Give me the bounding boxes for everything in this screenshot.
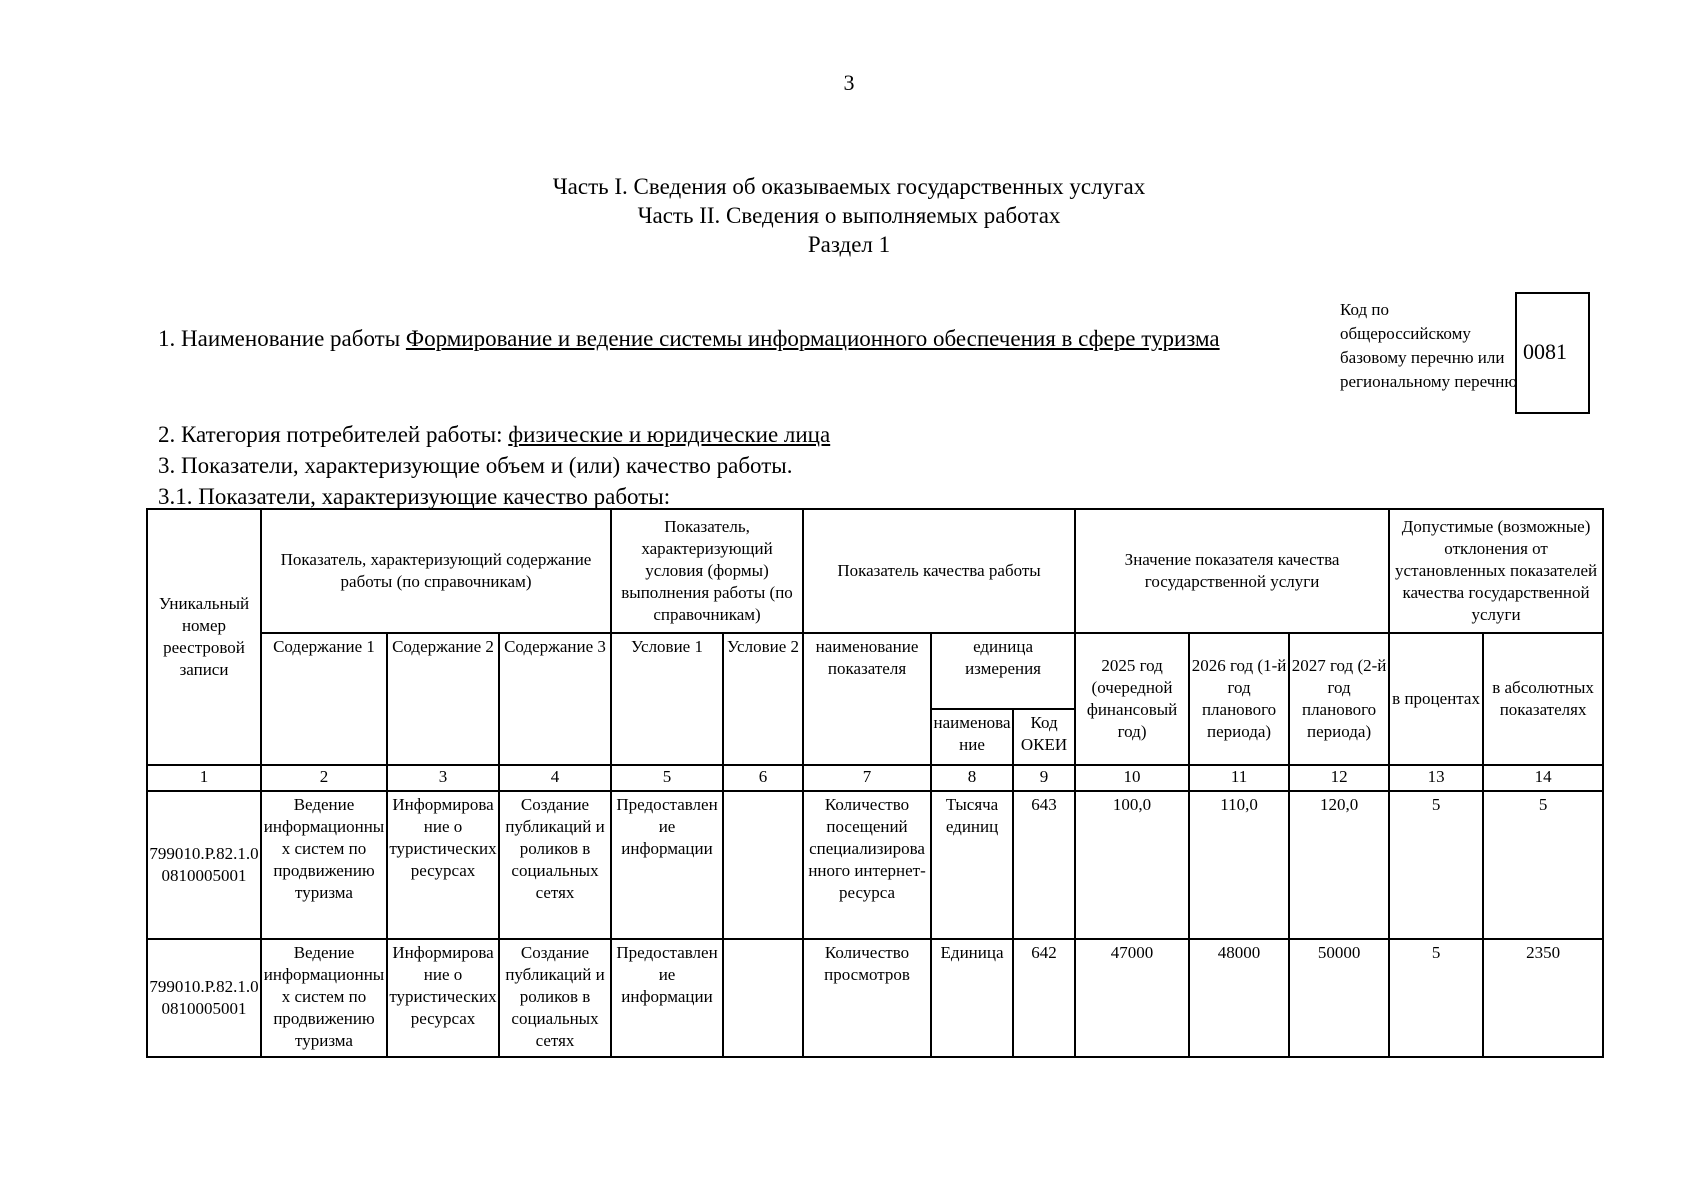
cell-content1: Ведение информационных систем по продвижению туризма [261,791,387,939]
header-conditions-group: Показатель, характеризующий условия (формы) выполнения работы (по справочникам) [611,509,803,633]
table-row [147,939,1603,1057]
column-number: 12 [1289,765,1389,791]
cell-value-2026: 110,0 [1189,791,1289,939]
header-unit-name: наименование [931,709,1013,765]
header-content-group: Показатель, характеризующий содержание работы (по справочникам) [261,509,611,633]
quality-table [146,508,1604,1058]
cell-value-2027: 120,0 [1289,791,1389,939]
cell-unit-name: Единица [931,939,1013,1057]
cell-content1: Ведение информационных систем по продвижению туризма [261,939,387,1057]
cell-unit-code: 643 [1013,791,1075,939]
header-content1: Содержание 1 [261,633,387,765]
column-number: 3 [387,765,499,791]
column-number: 1 [147,765,261,791]
work-name-line [158,324,1278,353]
cell-percent: 5 [1389,939,1483,1057]
header-deviation-group: Допустимые (возможные) отклонения от установленных показателей качества государственной услуги [1389,509,1603,633]
table-row [147,791,1603,939]
document-titles [0,172,1698,259]
cell-value-2026: 48000 [1189,939,1289,1057]
cell-unit-code: 642 [1013,939,1075,1057]
consumers-prefix: 2. Категория потребителей работы: [158,422,509,447]
header-unit-code: Код ОКЕИ [1013,709,1075,765]
cell-condition1: Предоставление информации [611,791,723,939]
cell-content2: Информирование о туристических ресурсах [387,791,499,939]
cell-content2: Информирование о туристических ресурсах [387,939,499,1057]
header-condition2: Условие 2 [723,633,803,765]
cell-indicator: Количество просмотров [803,939,931,1057]
column-number: 4 [499,765,611,791]
cell-content3: Создание публикаций и роликов в социальных сетях [499,939,611,1057]
cell-value-2025: 100,0 [1075,791,1189,939]
column-number: 7 [803,765,931,791]
header-year-2027: 2027 год (2-й год планового периода) [1289,633,1389,765]
column-number: 6 [723,765,803,791]
quality-heading: 3.1. Показатели, характеризующие качество работы: [158,484,671,509]
part2-title: Часть II. Сведения о выполняемых работах [637,203,1061,228]
header-registry: Уникальный номер реестровой записи [147,509,261,765]
cell-value-2025: 47000 [1075,939,1189,1057]
cell-condition2 [723,791,803,939]
part1-title: Часть I. Сведения об оказываемых государственных услугах [552,174,1146,199]
column-number: 5 [611,765,723,791]
work-name-value: Формирование и ведение системы информационного обеспечения в сфере туризма [405,326,1220,351]
header-content3: Содержание 3 [499,633,611,765]
header-year-2025: 2025 год (очередной финансовый год) [1075,633,1189,765]
column-number: 13 [1389,765,1483,791]
cell-registry: 799010.Р.82.1.00810005001 [147,791,261,939]
column-number: 9 [1013,765,1075,791]
indicators-heading: 3. Показатели, характеризующие объем и (или) качество работы. [158,453,793,478]
column-number: 8 [931,765,1013,791]
column-number: 11 [1189,765,1289,791]
header-quality-group: Показатель качества работы [803,509,1075,633]
cell-absolute: 2350 [1483,939,1603,1057]
consumers-value: физические и юридические лица [508,422,831,447]
header-condition1: Условие 1 [611,633,723,765]
column-number: 2 [261,765,387,791]
cell-condition1: Предоставление информации [611,939,723,1057]
cell-content3: Создание публикаций и роликов в социальных сетях [499,791,611,939]
page-number: 3 [843,70,855,95]
cell-absolute: 5 [1483,791,1603,939]
header-value-group: Значение показателя качества государственной услуги [1075,509,1389,633]
consumers-line [158,420,830,449]
section-title: Раздел 1 [807,232,891,257]
header-unit: единица измерения [931,633,1075,709]
header-indicator-name: наименование показателя [803,633,931,765]
header-absolute: в абсолютных показателях [1483,633,1603,765]
cell-condition2 [723,939,803,1057]
cell-registry: 799010.Р.82.1.00810005001 [147,939,261,1057]
column-number: 14 [1483,765,1603,791]
code-box: 0081 [1515,292,1590,414]
header-content2: Содержание 2 [387,633,499,765]
cell-unit-name: Тысяча единиц [931,791,1013,939]
column-number: 10 [1075,765,1189,791]
cell-value-2027: 50000 [1289,939,1389,1057]
header-year-2026: 2026 год (1-й год планового периода) [1189,633,1289,765]
cell-indicator: Количество посещений специализированного интернет-ресурса [803,791,931,939]
header-percent: в процентах [1389,633,1483,765]
work-name-prefix: 1. Наименование работы [158,326,406,351]
code-label: Код по общероссийскому базовому перечню или региональному перечню [1340,300,1518,391]
cell-percent: 5 [1389,791,1483,939]
